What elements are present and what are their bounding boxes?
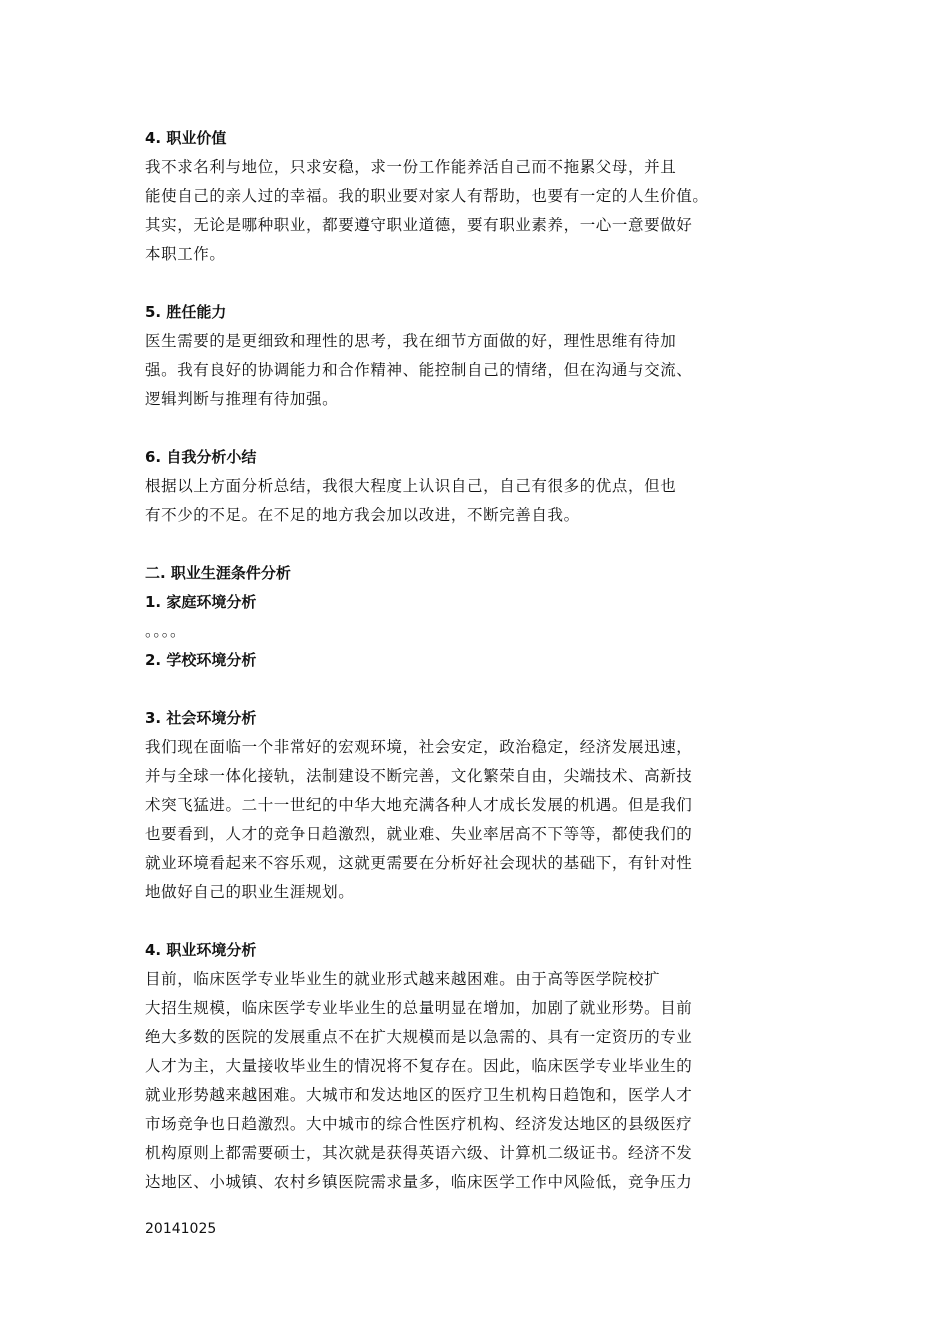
text-line: 地做好自己的职业生涯规划。 <box>145 883 355 901</box>
page-footer-date: 20141025 <box>145 1221 217 1237</box>
section-heading-family-environment: 1. 家庭环境分析 <box>145 593 257 611</box>
text-line: 有不少的不足。在不足的地方我会加以改进，不断完善自我。 <box>145 506 580 524</box>
section-heading-school-environment: 2. 学校环境分析 <box>145 651 257 669</box>
text-line: 。。。。 <box>145 622 187 640</box>
document-page <box>145 124 815 1197</box>
text-line: 逻辑判断与推理有待加强。 <box>145 390 339 408</box>
text-line: 本职工作。 <box>145 245 226 263</box>
text-line: 能使自己的亲人过的幸福。我的职业要对家人有帮助，也要有一定的人生价值。 <box>145 187 709 205</box>
text-line: 术突飞猛进。二十一世纪的中华大地充满各种人才成长发展的机遇。但是我们 <box>145 796 693 814</box>
spacer <box>145 530 815 559</box>
text-line: 市场竞争也日趋激烈。大中城市的综合性医疗机构、经济发达地区的县级医疗 <box>145 1115 693 1133</box>
spacer <box>145 907 815 936</box>
section-heading-competence: 5. 胜任能力 <box>145 303 227 321</box>
text-line: 机构原则上都需要硕士，其次就是获得英语六级、计算机二级证书。经济不发 <box>145 1144 693 1162</box>
text-line: 就业环境看起来不容乐观，这就更需要在分析好社会现状的基础下，有针对性 <box>145 854 693 872</box>
paragraph-career-value <box>145 153 815 269</box>
text-line: 我不求名利与地位，只求安稳，求一份工作能养活自己而不拖累父母，并且 <box>145 158 677 176</box>
text-line: 就业形势越来越困难。大城市和发达地区的医疗卫生机构日趋饱和，医学人才 <box>145 1086 693 1104</box>
text-line: 绝大多数的医院的发展重点不在扩大规模而是以急需的、具有一定资历的专业 <box>145 1028 693 1046</box>
text-line: 人才为主，大量接收毕业生的情况将不复存在。因此，临床医学专业毕业生的 <box>145 1057 693 1075</box>
text-line: 并与全球一体化接轨，法制建设不断完善，文化繁荣自由，尖端技术、高新技 <box>145 767 693 785</box>
paragraph-career-environment <box>145 965 815 1197</box>
text-line: 根据以上方面分析总结，我很大程度上认识自己，自己有很多的优点，但也 <box>145 477 677 495</box>
text-line: 也要看到，人才的竞争日趋激烈，就业难、失业率居高不下等等，都使我们的 <box>145 825 693 843</box>
spacer <box>145 414 815 443</box>
paragraph-self-analysis-summary <box>145 472 815 530</box>
paragraph-competence <box>145 327 815 414</box>
section-heading-social-environment: 3. 社会环境分析 <box>145 709 257 727</box>
text-line: 医生需要的是更细致和理性的思考，我在细节方面做的好，理性思维有待加 <box>145 332 677 350</box>
section-heading-career-value: 4. 职业价值 <box>145 129 227 147</box>
spacer <box>145 675 815 704</box>
paragraph-family-environment <box>145 617 815 646</box>
text-line: 其实，无论是哪种职业，都要遵守职业道德，要有职业素养，一心一意要做好 <box>145 216 693 234</box>
text-line: 我们现在面临一个非常好的宏观环境，社会安定，政治稳定，经济发展迅速， <box>145 738 693 756</box>
text-line: 达地区、小城镇、农村乡镇医院需求量多，临床医学工作中风险低，竞争压力 <box>145 1173 693 1191</box>
section-heading-self-analysis-summary: 6. 自我分析小结 <box>145 448 257 466</box>
text-line: 强。我有良好的协调能力和合作精神、能控制自己的情绪，但在沟通与交流、 <box>145 361 693 379</box>
paragraph-social-environment <box>145 733 815 907</box>
section-heading-career-environment: 4. 职业环境分析 <box>145 941 257 959</box>
text-line: 大招生规模，临床医学专业毕业生的总量明显在增加，加剧了就业形势。目前 <box>145 999 693 1017</box>
spacer <box>145 269 815 298</box>
text-line: 目前，临床医学专业毕业生的就业形式越来越困难。由于高等医学院校扩 <box>145 970 661 988</box>
part-heading-career-conditions: 二. 职业生涯条件分析 <box>145 564 291 582</box>
